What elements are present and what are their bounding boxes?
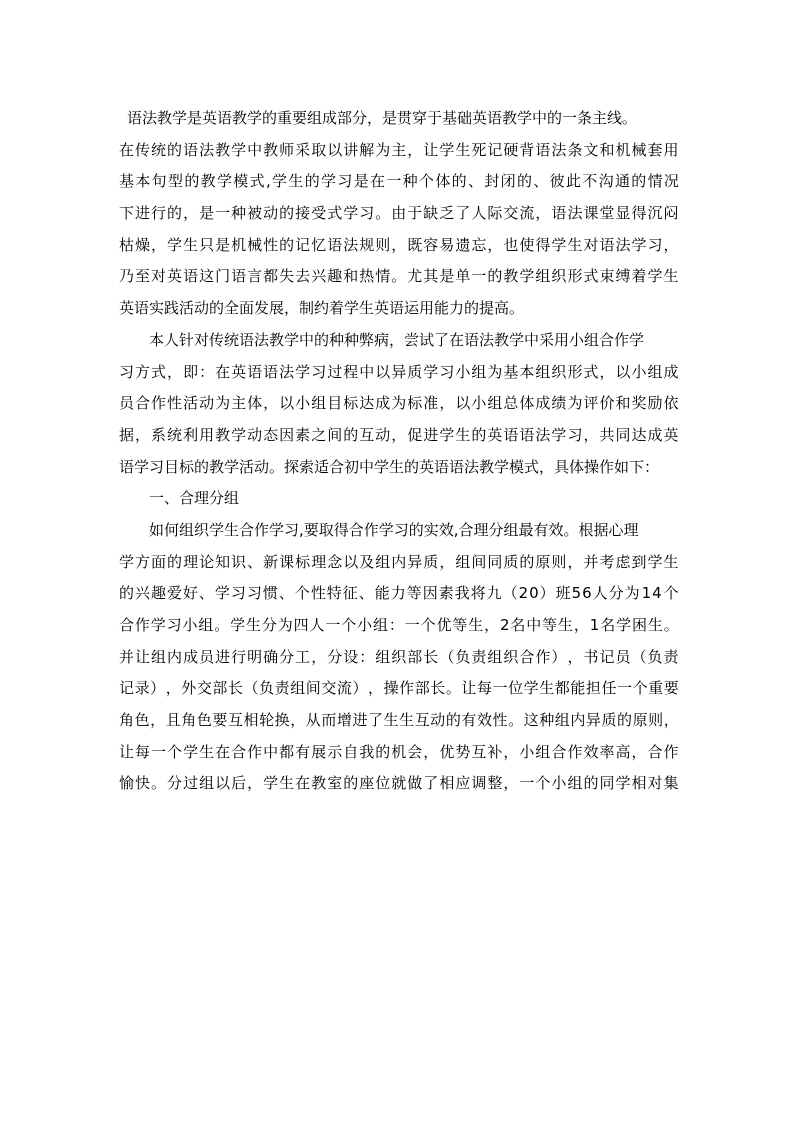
text-line: 员 合 作 性 活 动 为 主 体 ， 以 小 组 目 标 达 成 为 标 准 ， 以 小 组 总 体 成 绩 为 评 价 和 奖 励 依 <box>119 394 679 413</box>
text-line: 合 作 学 习 小 组 。 学 生 分 为 四 人 一 个 小 组 ： 一 个 优 等 生 ， 2 名 中 等 生 ， 1 名 学 困 生 。 <box>119 616 679 634</box>
text-line: 语法教学是英语教学的重要组成部分，是贯穿于基础英语教学中的一条主线。 <box>127 109 638 127</box>
text-line: 据 ， 系 统 利 用 教 学 动 态 因 素 之 间 的 互 动 ， 促 进 学 生 的 英 语 语 法 学 习 ， 共 同 达 成 英 <box>119 425 679 444</box>
text-line: 的 兴 趣 爱 好 、 学 习 习 惯 、 个 性 特 征 、 能 力 等 因 素 我 将 九 （ 2 0 ） 班 5 6 人 分 为 1 4 个 <box>119 584 679 603</box>
text-line: 语学习目标的教学活动。探索适合初中学生的英语语法教学模式，具体操作如下： <box>119 457 660 476</box>
paragraph-method <box>119 325 679 483</box>
document-body <box>119 103 679 800</box>
text-line: 并 让 组 内 成 员 进 行 明 确 分 工 ， 分 设 ： 组 织 部 长 （ 负 责 组 织 合 作 ） ， 书 记 员 （ 负 责 <box>119 647 679 666</box>
text-line: 愉 快 。 分 过 组 以 后 ， 学 生 在 教 室 的 座 位 就 做 了 相 应 调 整 ， 一 个 小 组 的 同 学 相 对 集 <box>119 774 679 793</box>
text-line: 角 色 ， 且 角 色 要 互 相 轮 换 ， 从 而 增 进 了 生 生 互 动 的 有 效 性 。 这 种 组 内 异 质 的 原 则 ， <box>119 711 679 730</box>
heading-line: 一、合理分组 <box>149 489 240 508</box>
text-line: 在 传 统 的 语 法 教 学 中 教 师 采 取 以 讲 解 为 主 ， 让 学 生 死 记 硬 背 语 法 条 文 和 机 械 套 用 <box>119 140 679 159</box>
text-line: 乃 至 对 英 语 这 门 语 言 都 失 去 兴 趣 和 热 情 。 尤 其 是 单 一 的 教 学 组 织 形 式 束 缚 着 学 生 <box>119 267 679 286</box>
paragraph-intro <box>119 103 679 325</box>
section-heading <box>119 483 679 515</box>
text-line: 英语实践活动的全面发展，制约着学生英语运用能力的提高。 <box>119 299 525 318</box>
text-line: 习 方 式 ， 即 ： 在 英 语 语 法 学 习 过 程 中 以 异 质 学 习 小 组 为 基 本 组 织 形 式 ， 以 小 组 成 <box>119 362 679 381</box>
text-line: 学 方 面 的 理 论 知 识 、 新 课 标 理 念 以 及 组 内 异 质 ， 组 间 同 质 的 原 则 ， 并 考 虑 到 学 生 <box>119 552 679 571</box>
text-line: 下 进 行 的 ， 是 一 种 被 动 的 接 受 式 学 习 。 由 于 缺 乏 了 人 际 交 流 ， 语 法 课 堂 显 得 沉 闷 <box>119 204 679 223</box>
text-line: 本人针对传统语法教学中的种种弊病，尝试了在语法教学中采用小组合作学 <box>149 330 645 349</box>
text-line: 记 录 ） ， 外 交 部 长 （ 负 责 组 间 交 流 ） ， 操 作 部 长 。 让 每 一 位 学 生 都 能 担 任 一 个 重 要 <box>119 679 679 698</box>
text-line: 如何组织学生合作学习,要取得合作学习的实效,合理分组最有效。根据心理 <box>149 520 639 539</box>
text-line: 基 本 句 型 的 教 学 模 式 , 学 生 的 学 习 是 在 一 种 个 体 的 、 封 闭 的 、 彼 此 不 沟 通 的 情 况 <box>119 172 679 191</box>
text-line: 枯 燥 ， 学 生 只 是 机 械 性 的 记 忆 语 法 规 则 ， 既 容 易 遗 忘 ， 也 使 得 学 生 对 语 法 学 习 ， <box>119 235 679 254</box>
text-line: 让 每 一 个 学 生 在 合 作 中 都 有 展 示 自 我 的 机 会 ， 优 势 互 补 ， 小 组 合 作 效 率 高 ， 合 作 <box>119 742 679 761</box>
paragraph-grouping <box>119 515 679 800</box>
